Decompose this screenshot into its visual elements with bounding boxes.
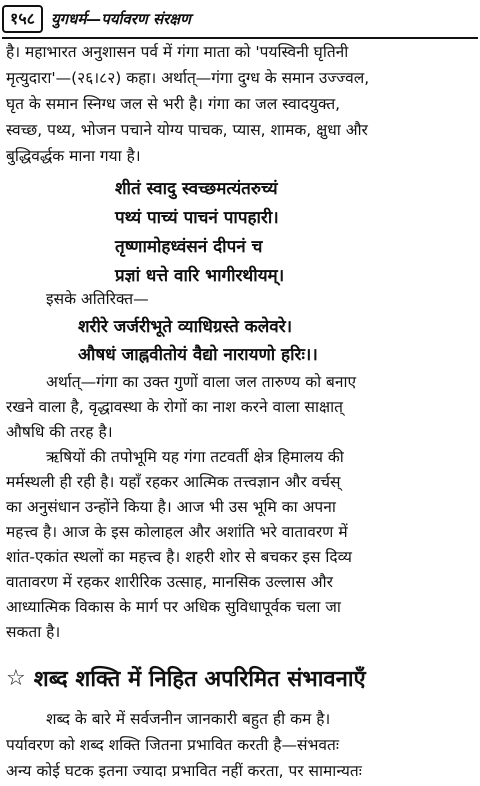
verse1-line-1: शीतं स्वादु स्वच्छमत्यंतरुच्यं	[115, 179, 278, 199]
para3-line-4: महत्त्व है। आज के इस कोलाहल और अशांति भरे वातावरण में	[6, 523, 348, 541]
section-heading-text: शब्द शक्ति में निहित अपरिमित संभावनाएँ	[33, 667, 366, 692]
verse2-line-1: शरीरे जर्जरीभूते व्याधिग्रस्ते कलेवरे।	[78, 317, 293, 337]
header-rule	[2, 37, 478, 39]
para3-line-3: का अनुसंधान उन्होंने किया है। आज भी उस भूमि का अपना	[6, 498, 336, 516]
para4-line-3: अन्य कोई घटक इतना ज्यादा प्रभावित नहीं करता, पर सामान्यतः	[6, 762, 362, 780]
para2-line-2: रखने वाला है, वृद्धावस्था के रोगों का नाश करने वाला साक्षात्	[6, 398, 344, 416]
page-header	[2, 2, 478, 36]
para2-line-1: अर्थात्—गंगा का उक्त गुणों वाला जल तारुण्य को बनाए	[46, 373, 357, 391]
para1-line-4: स्वच्छ, पथ्य, भोजन पचाने योग्य पाचक, प्यास, शामक, क्षुधा और	[6, 121, 368, 139]
para3-line-2: मर्मस्थली ही रही है। यहाँ रहकर आत्मिक तत्त्वज्ञान और वर्चस्	[6, 473, 341, 491]
page-number: १५८	[2, 5, 43, 33]
para3-line-8: सकता है।	[6, 623, 61, 641]
para3-line-7: आध्यात्मिक विकास के मार्ग पर अधिक सुविधापूर्वक चला जा	[6, 598, 341, 616]
intro-line: इसके अतिरिक्त—	[46, 290, 149, 308]
verse1-line-2: पथ्यं पाच्यं पाचनं पापहारी।	[115, 208, 279, 228]
para1-line-5: बुद्धिवर्द्धक माना गया है।	[6, 147, 141, 165]
para4-line-1: शब्द के बारे में सर्वजनीन जानकारी बहुत ही कम है।	[46, 710, 331, 728]
para3-line-5: शांत-एकांत स्थलों का महत्त्व है। शहरी शोर से बचकर इस दिव्य	[6, 548, 352, 566]
star-icon: ☆	[6, 665, 26, 691]
verse1-line-4: प्रज्ञां धत्ते वारि भागीरथीयम्।	[115, 266, 285, 286]
section-heading	[6, 663, 366, 693]
verse1-line-3: तृष्णामोहध्वंसनं दीपनं च	[115, 237, 263, 257]
running-title: युगधर्म—पर्यावरण संरक्षण	[50, 10, 191, 28]
para1-line-1: है। महाभारत अनुशासन पर्व में गंगा माता को 'पयस्विनी घृतिनी	[6, 43, 349, 61]
para1-line-2: मृत्युदारा'—(२६।८२) कहा। अर्थात्—गंगा दुग्ध के समान उज्ज्वल,	[6, 69, 370, 87]
para3-line-6: वातावरण में रहकर शारीरिक उत्साह, मानसिक उल्लास और	[6, 573, 333, 591]
verse2-line-2: औषधं जाह्नवीतोयं वैद्यो नारायणो हरिः।।	[78, 345, 318, 365]
para1-line-3: घृत के समान स्निग्ध जल से भरी है। गंगा का जल स्वादयुक्त,	[6, 95, 341, 113]
para2-line-3: औषधि की तरह है।	[6, 423, 113, 441]
para4-line-2: पर्यावरण को शब्द शक्ति जितना प्रभावित करती है—संभवतः	[6, 736, 339, 754]
para3-line-1: ऋषियों की तपोभूमि यह गंगा तटवर्ती क्षेत्र हिमालय की	[46, 448, 344, 466]
